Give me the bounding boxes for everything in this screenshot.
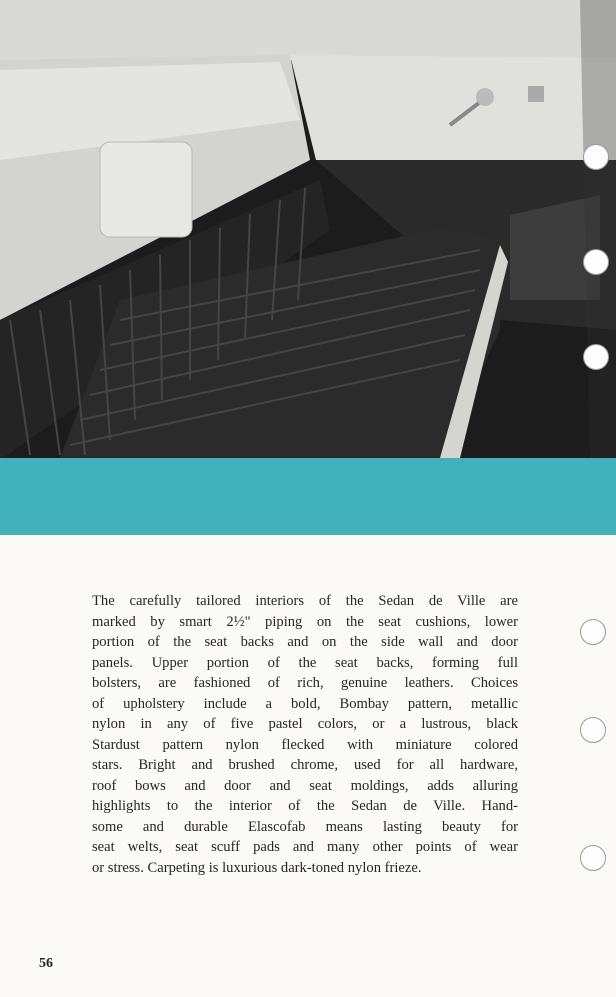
binder-hole <box>580 619 606 645</box>
interior-photo <box>0 0 616 458</box>
text-line: of upholstery include a bold, Bombay pattern, metallic <box>92 695 518 712</box>
text-line: bolsters, are fashioned of rich, genuine leathers. Choices <box>92 675 518 691</box>
text-line: panels. Upper portion of the seat backs, forming full <box>92 654 518 671</box>
binder-hole <box>580 717 606 743</box>
text-line: nylon in any of five pastel colors, or a lustrous, black <box>92 716 518 732</box>
text-line: The carefully tailored interiors of the Sedan de Ville are <box>92 593 518 609</box>
text-line: Stardust pattern nylon flecked with miniature colored <box>92 736 518 753</box>
text-line: marked by smart 2½" piping on the seat cushions, lower <box>92 613 518 630</box>
binder-hole <box>583 344 609 370</box>
binder-hole <box>583 249 609 275</box>
text-line: stars. Bright and brushed chrome, used for all hardware, <box>92 757 518 773</box>
body-paragraph <box>92 591 518 878</box>
text-line: roof bows and door and seat moldings, adds alluring <box>92 777 518 794</box>
text-line: seat welts, seat scuff pads and many other points of wear <box>92 839 518 855</box>
text-line: or stress. Carpeting is luxurious dark-toned nylon frieze. <box>92 859 422 876</box>
text-line: portion of the seat backs and on the side wall and door <box>92 634 518 650</box>
accent-band <box>0 458 616 535</box>
text-line: highlights to the interior of the Sedan de Ville. Hand- <box>92 798 518 814</box>
text-line: some and durable Elascofab means lasting beauty for <box>92 818 518 835</box>
page-number: 56 <box>39 956 53 971</box>
binder-hole <box>580 845 606 871</box>
binder-hole <box>583 144 609 170</box>
